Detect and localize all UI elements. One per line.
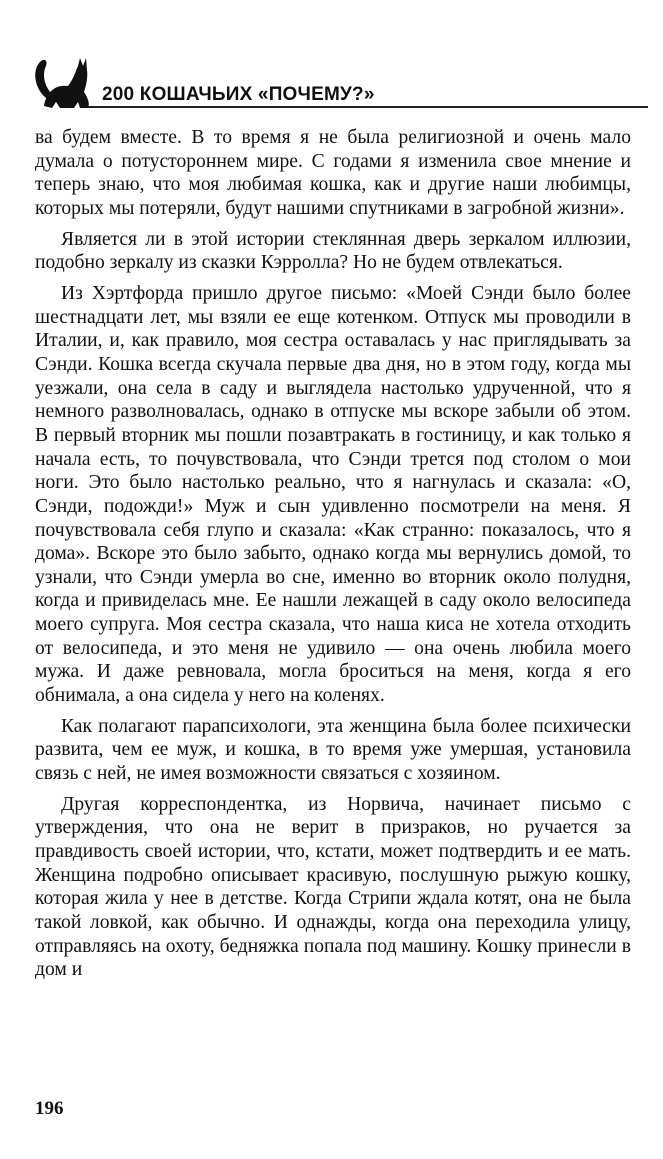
paragraph: ва будем вместе. В то время я не была религиозной и очень мало думала о потустороннем мире. С годами я изменила свое мнение и теперь знаю, что моя любимая кошка, как и другие наши любимцы, которых мы потеряли, будут нашими спутниками в загробной жизни».: [35, 127, 631, 219]
page-header: [30, 40, 640, 110]
paragraph: Является ли в этой истории стеклянная дверь зеркалом иллюзии, подобно зеркалу из сказки Кэрролла? Но не будем отвлекаться.: [35, 228, 631, 274]
header-rule: [88, 106, 648, 108]
paragraph: Из Хэртфорда пришло другое письмо: «Моей Сэнди было более шестнадцати лет, мы взяли ее еще котенком. Отпуск мы проводили в Италии, и, как правило, моя сестра оставалась у нас приглядывать за Сэнди. Кошка всегда скучала первые два дня, но в этом году, когда мы уезжали, она села в саду и выглядела настолько удрученной, что я немного разволновалась, однако в отпуске мы вскоре забыли об этом. В первый вторник мы пошли позавтракать в гостиницу, и как только я начала есть, то почувствовала, что Сэнди трется под столом о мои ноги. Это было настолько реально, что я нагнулась и сказала: «О, Сэнди, подожди!» Муж и сын удивленно посмотрели на меня. Я почувствовала себя глупо и сказала: «Как странно: показалось, что я дома». Вскоре это было забыто, однако когда мы вернулись домой, то узнали, что Сэнди умерла во сне, именно во вторник около полудня, когда и привиделась мне. Ее нашли лежащей в саду около велосипеда моего супруга. Моя сестра сказала, что наша киса не хотела отходить от велосипеда, и это меня не удивило — она очень любила моего мужа. И даже ревновала, могла броситься на меня, когда я его обнимала, а она сидела у него на коленях.: [35, 282, 631, 707]
paragraph: Как полагают парапсихологи, эта женщина была более психически развита, чем ее муж, и кошка, в то время уже умершая, установила связь с ней, не имея возможности связаться с хозяином.: [35, 715, 631, 785]
page-body: [35, 126, 631, 982]
paragraph: Другая корреспондентка, из Норвича, начинает письмо с утверждения, что она не верит в призраков, но ручается за правдивость своей истории, что, кстати, может подтвердить и ее мать. Женщина подробно описывает красивую, послушную рыжую кошку, которая жила у нее в детстве. Когда Стрипи ждала котят, она не была такой ловкой, как обычно. И однажды, когда она переходила улицу, отправляясь на охоту, бедняжка попала под машину. Кошку принесли в дом и: [35, 793, 631, 981]
cat-silhouette-icon: [30, 40, 90, 110]
running-title: 200 КОШАЧЬИХ «ПОЧЕМУ?»: [102, 84, 375, 105]
page-number: 196: [35, 1098, 64, 1119]
